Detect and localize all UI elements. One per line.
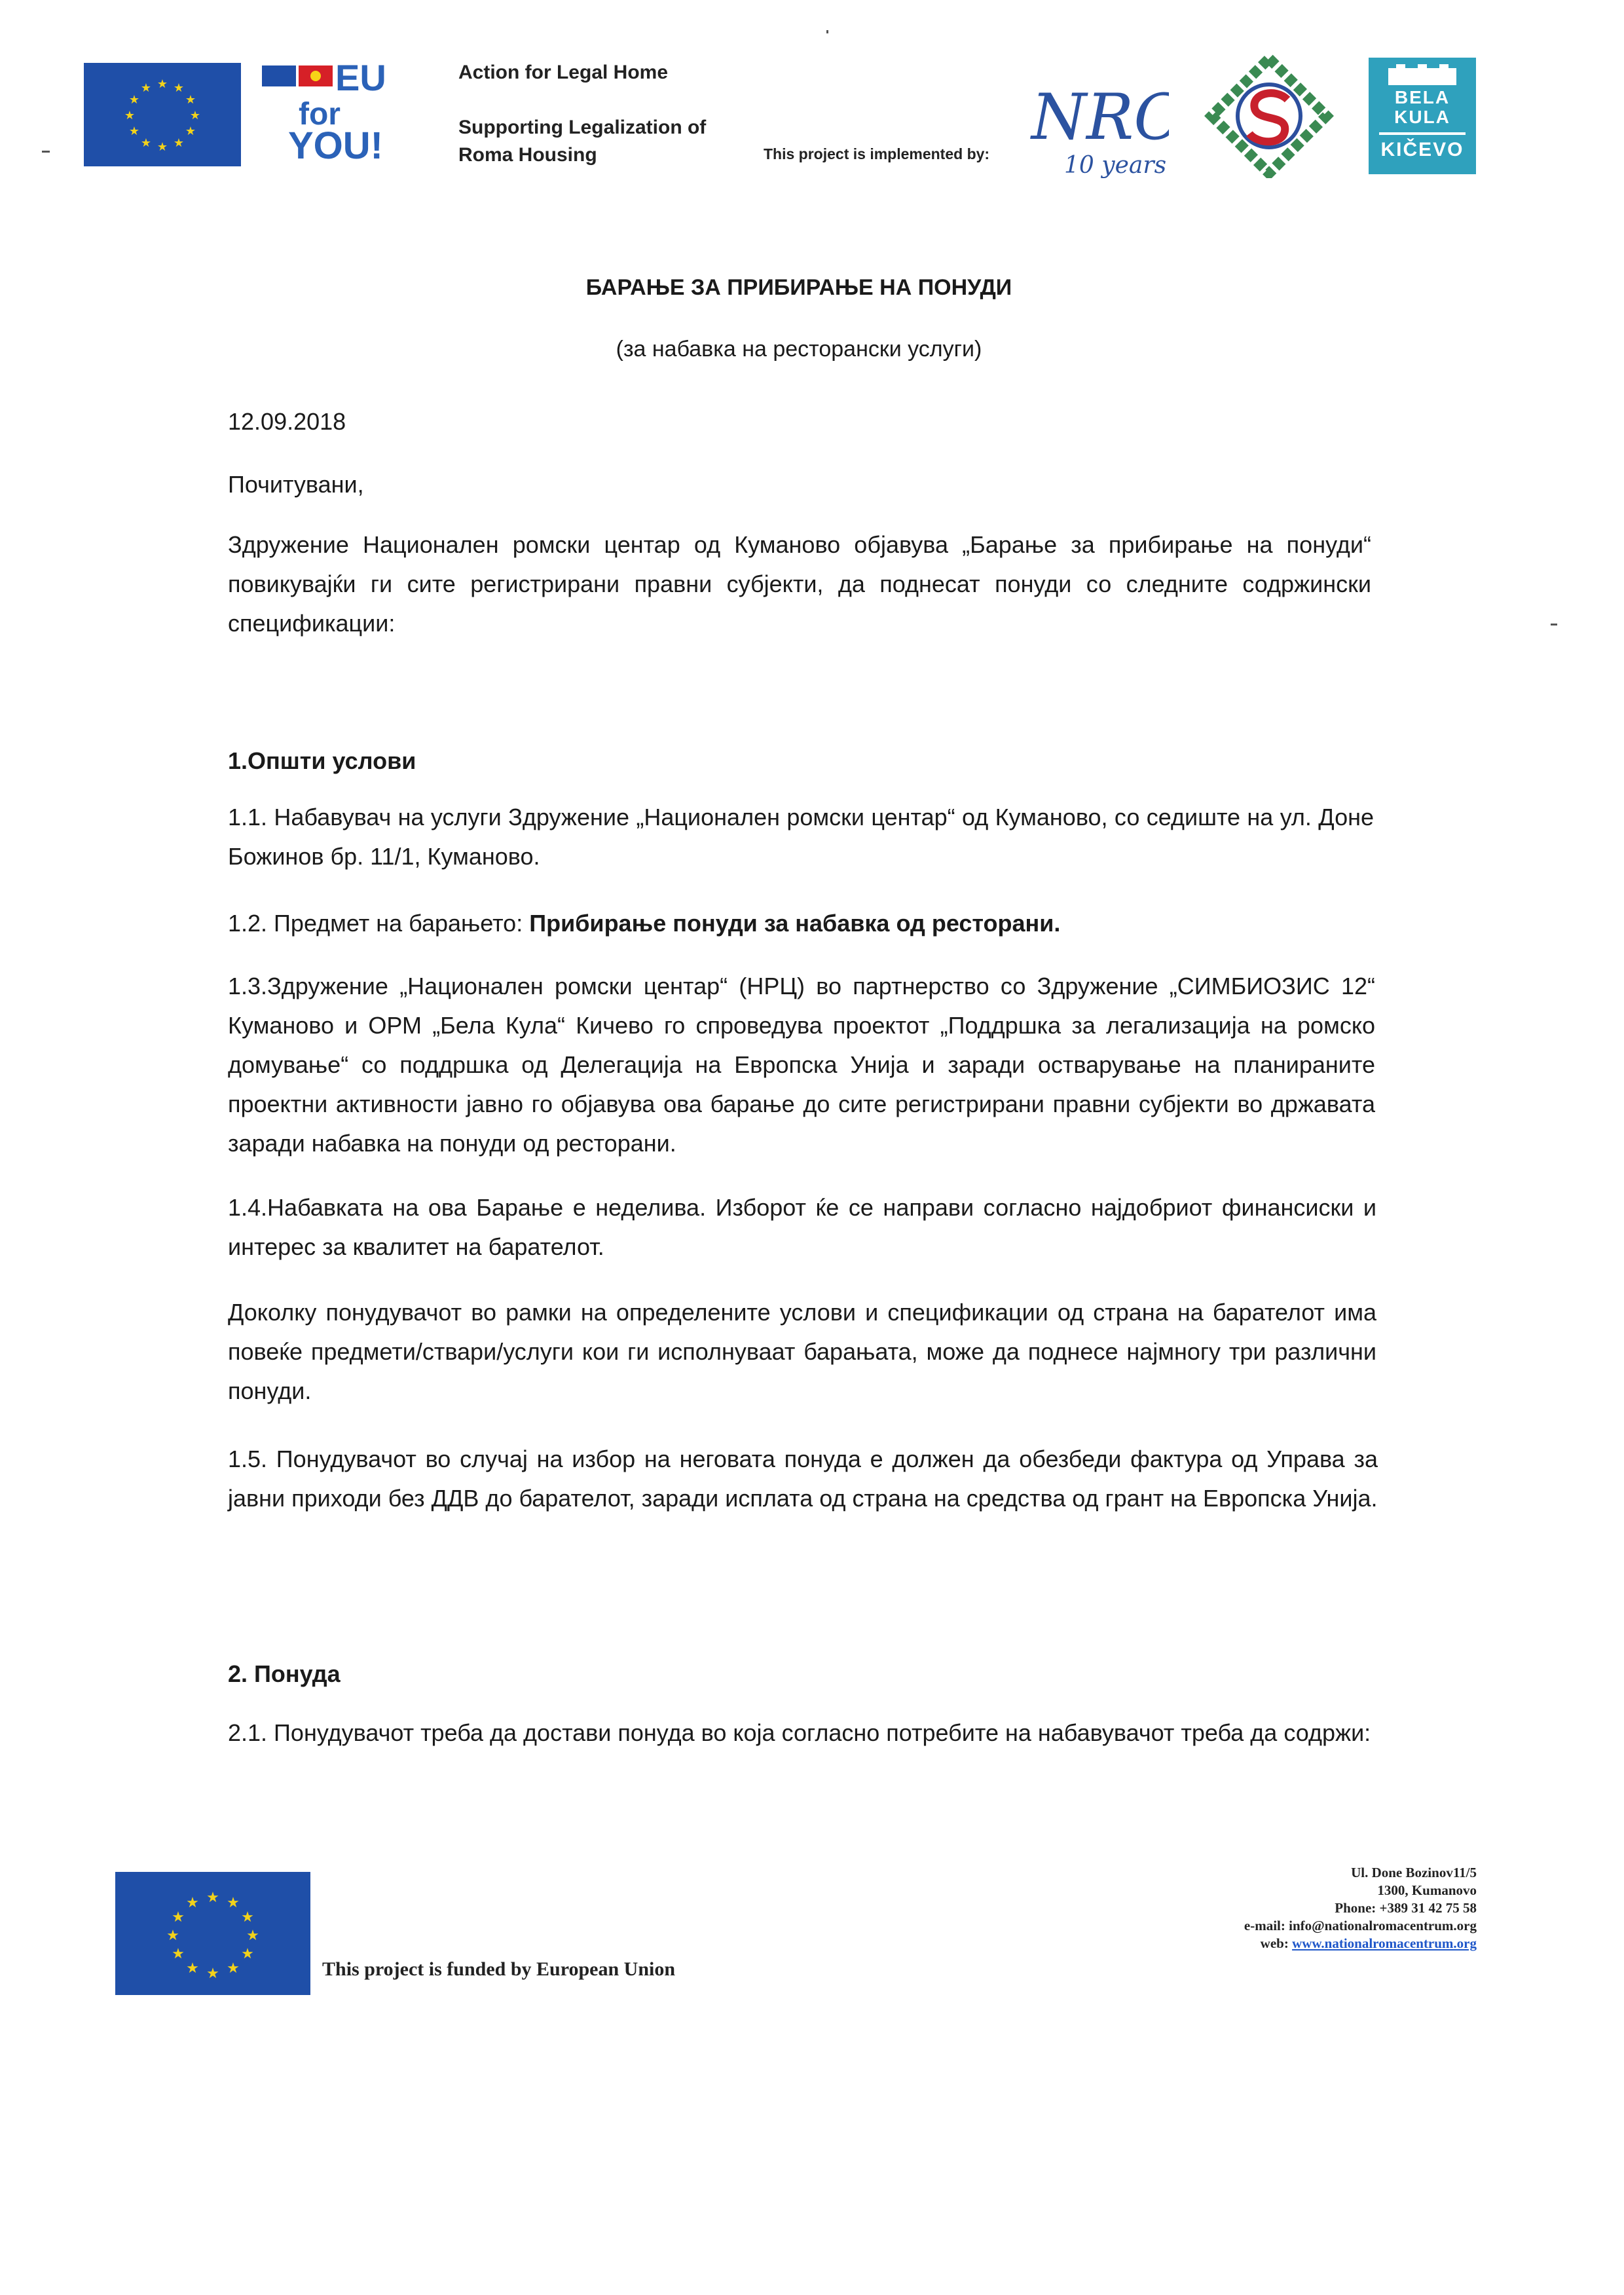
project-name: Action for Legal Home — [458, 62, 669, 83]
nrc-letters: NRC — [1031, 81, 1169, 154]
svg-text:★: ★ — [186, 1960, 199, 1976]
svg-text:★: ★ — [227, 1960, 240, 1976]
section2-heading: 2. Понуда — [228, 1660, 341, 1687]
document-date: 12.09.2018 — [228, 408, 346, 435]
document-subtitle: (за набавка на ресторански услуги) — [616, 337, 982, 362]
svg-text:★: ★ — [227, 1894, 240, 1911]
p1-2-prefix: 1.2. Предмет на барањето: — [228, 910, 530, 937]
svg-text:★: ★ — [140, 81, 152, 94]
eu-for-you-logo — [262, 60, 445, 165]
bela-kula-line3: KIČEVO — [1380, 139, 1464, 160]
svg-text:★: ★ — [173, 81, 185, 94]
eu-flag-footer-logo — [115, 1872, 310, 1995]
greeting: Почитувани, — [228, 471, 364, 498]
svg-text:★: ★ — [241, 1909, 254, 1925]
you-text: YOU! — [288, 124, 383, 165]
svg-text:★: ★ — [166, 1927, 179, 1943]
svg-text:★: ★ — [140, 136, 152, 149]
web-line — [1244, 1935, 1477, 1952]
phone: Phone: +389 31 42 75 58 — [1335, 1900, 1477, 1916]
simbiozis-logo — [1204, 54, 1335, 178]
svg-text:★: ★ — [157, 77, 168, 90]
section1-paragraph-1-2 — [228, 904, 1374, 943]
section1-paragraph-1-4b: Доколку понудувачот во рамки на определените услови и спецификации од страна на барателот има повеќе предмети/ствари/услуги кои ги исполнуваат барањата, може да поднесе најмногу три различни понуди. — [228, 1299, 1376, 1404]
nrc-10-years-logo — [1018, 60, 1169, 185]
svg-text:★: ★ — [241, 1945, 254, 1962]
funded-by-eu-label: This project is funded by European Union — [322, 1958, 676, 1980]
bela-kula-line1: BELA — [1394, 87, 1450, 107]
svg-text:★: ★ — [186, 1894, 199, 1911]
mini-eu-flag-icon — [262, 65, 296, 86]
svg-text:★: ★ — [172, 1945, 185, 1962]
contact-block — [1244, 1864, 1477, 1952]
document-title: БАРАЊЕ ЗА ПРИБИРАЊЕ НА ПОНУДИ — [585, 275, 1012, 300]
eu-stars-icon — [84, 63, 241, 166]
section1-heading: 1.Општи услови — [228, 747, 416, 774]
bela-kula-line2: KULA — [1394, 107, 1450, 127]
web-label: web: — [1260, 1935, 1293, 1951]
svg-text:★: ★ — [246, 1927, 259, 1943]
project-subtitle-line2: Roma Housing — [458, 144, 597, 166]
section1-paragraph-1-3: 1.3.Здружение „Национален ромски центар“ (НРЦ) во партнерство со Здружение „СИМБИОЗИС 12“ Куманово и ОРМ „Бела Кула“ Кичево го спроведува проектот „Поддршка за легализација на ромско домување“ со поддршка од Делегација на Европска Унија и заради остварување на планираните проектни активности јавно го објавува ова барање до сите регистрирани правни субјекти во државата заради набавка на понуди од ресторани. — [228, 973, 1375, 1157]
address-line2: 1300, Kumanovo — [1377, 1882, 1477, 1898]
svg-text:★: ★ — [157, 140, 168, 153]
svg-text:★: ★ — [173, 136, 185, 149]
p1-2-bold: Прибирање понуди за набавка од ресторани. — [529, 910, 1061, 937]
svg-text:★: ★ — [172, 1909, 185, 1925]
project-subtitle-line1: Supporting Legalization of — [458, 117, 707, 138]
section1-paragraph-1-5: 1.5. Понудувачот во случај на избор на неговата понуда е должен да обезбеди фактура од Управа за јавни приходи без ДДВ до барателот, заради исплата од страна на средства од грант на Европска Унија. — [228, 1446, 1378, 1512]
intro-paragraph: Здружение Национален ромски центар од Куманово објавува „Барање за прибирање на понуди“ повикувајќи ги сите регистрирани правни субјекти, да поднесат понуди со следните содржински спецификации: — [228, 531, 1371, 637]
scan-mark — [42, 151, 50, 153]
svg-text:★: ★ — [185, 93, 196, 106]
address-line1: Ul. Done Bozinov11/5 — [1351, 1865, 1477, 1880]
scan-mark — [1551, 624, 1557, 625]
svg-text:★: ★ — [185, 124, 196, 138]
eu-stars-footer-icon — [115, 1872, 310, 1995]
scan-mark — [826, 30, 828, 33]
bela-kula-logo — [1369, 58, 1476, 174]
svg-text:★: ★ — [189, 109, 201, 122]
svg-text:★: ★ — [206, 1965, 219, 1981]
svg-text:★: ★ — [128, 93, 140, 106]
nrc-years: 10 years — [1064, 152, 1167, 179]
section1-paragraph-1-1: 1.1. Набавувач на услуги Здружение „Национален ромски центар“ од Куманово, со седиште на ул. Доне Божинов бр. 11/1, Куманово. — [228, 804, 1374, 870]
section1-paragraph-1-4: 1.4.Набавката на ова Барање е неделива. Изборот ќе се направи согласно најдобриот финансиски и интерес за квалитет на барателот. — [228, 1194, 1376, 1260]
eu-text: EU — [335, 60, 386, 98]
eu-flag-header-logo — [84, 63, 241, 166]
svg-text:★: ★ — [128, 124, 140, 138]
implemented-by-label: This project is implemented by: — [764, 145, 990, 162]
web-link[interactable]: www.nationalromacentrum.org — [1292, 1935, 1477, 1951]
section2-paragraph-2-1: 2.1. Понудувачот треба да достави понуда во која согласно потребите на набавувачот треба да содржи: — [228, 1719, 1371, 1746]
email: e-mail: info@nationalromacentrum.org — [1244, 1918, 1477, 1933]
svg-text:★: ★ — [206, 1889, 219, 1905]
svg-text:★: ★ — [124, 109, 136, 122]
for-text: for — [299, 97, 341, 132]
